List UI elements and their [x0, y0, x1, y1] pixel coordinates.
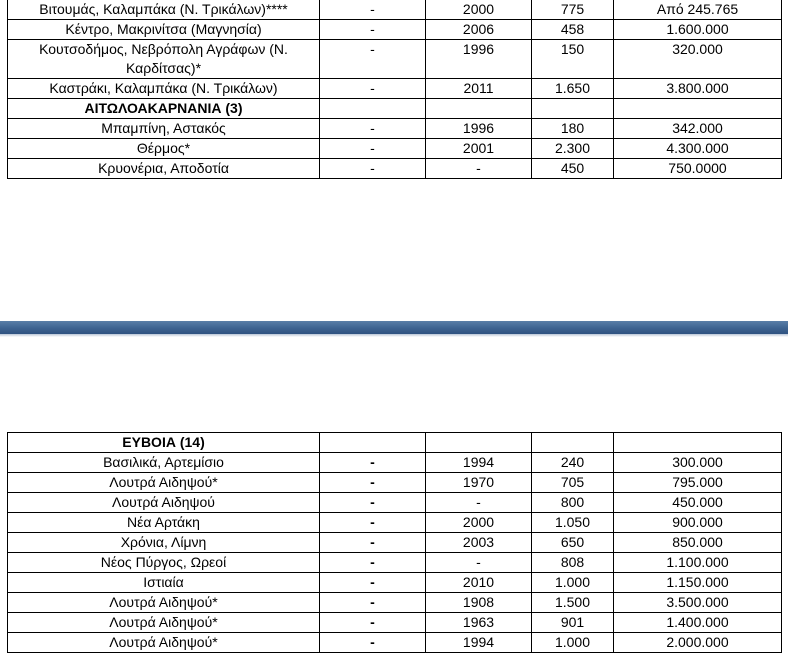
depth-cell: 458 [532, 20, 614, 40]
cost-cell: 1.400.000 [614, 613, 782, 633]
cost-cell: 750.0000 [614, 159, 782, 179]
dash-cell: - [320, 453, 426, 473]
place-cell: Λουτρά Αιδηψού [8, 493, 320, 513]
year-cell: 2011 [426, 79, 532, 99]
place-cell: Λουτρά Αιδηψού* [8, 613, 320, 633]
region-row [8, 99, 782, 119]
table-row [8, 473, 782, 493]
place-cell: Χρόνια, Λίμνη [8, 533, 320, 553]
cost-cell: 3.800.000 [614, 79, 782, 99]
dash-cell: - [320, 159, 426, 179]
place-cell: Κουτσοδήμος, Νεβρόπολη Αγράφων (Ν. Καρδίτσας)* [8, 40, 320, 79]
dash-cell: - [320, 20, 426, 40]
place-cell: Βασιλικά, Αρτεμίσιο [8, 453, 320, 473]
depth-cell: 1.050 [532, 513, 614, 533]
year-cell: 2000 [426, 0, 532, 20]
place-cell: Καστράκι, Καλαμπάκα (Ν. Τρικάλων) [8, 79, 320, 99]
table-row [8, 159, 782, 179]
table-row [8, 593, 782, 613]
empty-cell [426, 433, 532, 453]
place-cell: Νέα Αρτάκη [8, 513, 320, 533]
cost-cell: 1.150.000 [614, 573, 782, 593]
cost-cell: 300.000 [614, 453, 782, 473]
cost-cell: 850.000 [614, 533, 782, 553]
dash-cell: - [320, 573, 426, 593]
place-cell: Λουτρά Αιδηψού* [8, 473, 320, 493]
year-cell: - [426, 553, 532, 573]
depth-cell: 808 [532, 553, 614, 573]
place-cell: Βιτουμάς, Καλαμπάκα (Ν. Τρικάλων)**** [8, 0, 320, 20]
table-row [8, 40, 782, 79]
table-row [8, 139, 782, 159]
dash-cell: - [320, 533, 426, 553]
depth-cell: 2.300 [532, 139, 614, 159]
depth-cell: 705 [532, 473, 614, 493]
table-row [8, 553, 782, 573]
depth-cell: 775 [532, 0, 614, 20]
year-cell: 2006 [426, 20, 532, 40]
year-cell: 1970 [426, 473, 532, 493]
cost-cell: 450.000 [614, 493, 782, 513]
dash-cell: - [320, 613, 426, 633]
table-row [8, 633, 782, 653]
dash-cell: - [320, 79, 426, 99]
empty-cell [614, 99, 782, 119]
table-row [8, 0, 782, 20]
dash-cell: - [320, 493, 426, 513]
place-cell: Μπαμπίνη, Αστακός [8, 119, 320, 139]
depth-cell: 1.000 [532, 573, 614, 593]
cost-cell: 3.500.000 [614, 593, 782, 613]
dash-cell: - [320, 633, 426, 653]
dash-cell: - [320, 513, 426, 533]
year-cell: 2010 [426, 573, 532, 593]
region-row [8, 433, 782, 453]
depth-cell: 240 [532, 453, 614, 473]
dash-cell: - [320, 0, 426, 20]
table-row [8, 533, 782, 553]
year-cell: 1996 [426, 119, 532, 139]
depth-cell: 1.500 [532, 593, 614, 613]
dash-cell: - [320, 139, 426, 159]
year-cell: 1908 [426, 593, 532, 613]
table-row [8, 119, 782, 139]
depth-cell: 800 [532, 493, 614, 513]
dash-cell: - [320, 119, 426, 139]
cost-cell: 1.600.000 [614, 20, 782, 40]
year-cell: - [426, 159, 532, 179]
year-cell: 2001 [426, 139, 532, 159]
page-break-divider [0, 321, 788, 334]
cost-cell: Από 245.765 [614, 0, 782, 20]
empty-cell [532, 433, 614, 453]
year-cell: 1963 [426, 613, 532, 633]
year-cell: 1994 [426, 453, 532, 473]
place-cell: Ιστιαία [8, 573, 320, 593]
bottom-table [7, 432, 782, 653]
depth-cell: 901 [532, 613, 614, 633]
empty-cell [614, 433, 782, 453]
table-row [8, 453, 782, 473]
empty-cell [320, 99, 426, 119]
cost-cell: 1.100.000 [614, 553, 782, 573]
table-row [8, 513, 782, 533]
depth-cell: 1.000 [532, 633, 614, 653]
depth-cell: 180 [532, 119, 614, 139]
dash-cell: - [320, 473, 426, 493]
place-cell: Λουτρά Αιδηψού* [8, 593, 320, 613]
year-cell: 2003 [426, 533, 532, 553]
table-row [8, 573, 782, 593]
cost-cell: 2.000.000 [614, 633, 782, 653]
empty-cell [426, 99, 532, 119]
cost-cell: 320.000 [614, 40, 782, 79]
place-cell: Κέντρο, Μακρινίτσα (Μαγνησία) [8, 20, 320, 40]
region-heading: ΑΙΤΩΛΟΑΚΑΡΝΑΝΙΑ (3) [8, 99, 320, 119]
top-table [7, 0, 782, 179]
table-row [8, 20, 782, 40]
place-cell: Κρυονέρια, Αποδοτία [8, 159, 320, 179]
depth-cell: 650 [532, 533, 614, 553]
dash-cell: - [320, 40, 426, 79]
depth-cell: 150 [532, 40, 614, 79]
divider-shadow [0, 334, 788, 337]
table-row [8, 79, 782, 99]
place-cell: Νέος Πύργος, Ωρεοί [8, 553, 320, 573]
year-cell: 2000 [426, 513, 532, 533]
cost-cell: 4.300.000 [614, 139, 782, 159]
region-heading: ΕΥΒΟΙΑ (14) [8, 433, 320, 453]
table-row [8, 613, 782, 633]
dash-cell: - [320, 553, 426, 573]
cost-cell: 342.000 [614, 119, 782, 139]
year-cell: - [426, 493, 532, 513]
place-cell: Λουτρά Αιδηψού* [8, 633, 320, 653]
depth-cell: 450 [532, 159, 614, 179]
empty-cell [532, 99, 614, 119]
depth-cell: 1.650 [532, 79, 614, 99]
table-row [8, 493, 782, 513]
empty-cell [320, 433, 426, 453]
dash-cell: - [320, 593, 426, 613]
cost-cell: 795.000 [614, 473, 782, 493]
year-cell: 1994 [426, 633, 532, 653]
place-cell: Θέρμος* [8, 139, 320, 159]
cost-cell: 900.000 [614, 513, 782, 533]
year-cell: 1996 [426, 40, 532, 79]
